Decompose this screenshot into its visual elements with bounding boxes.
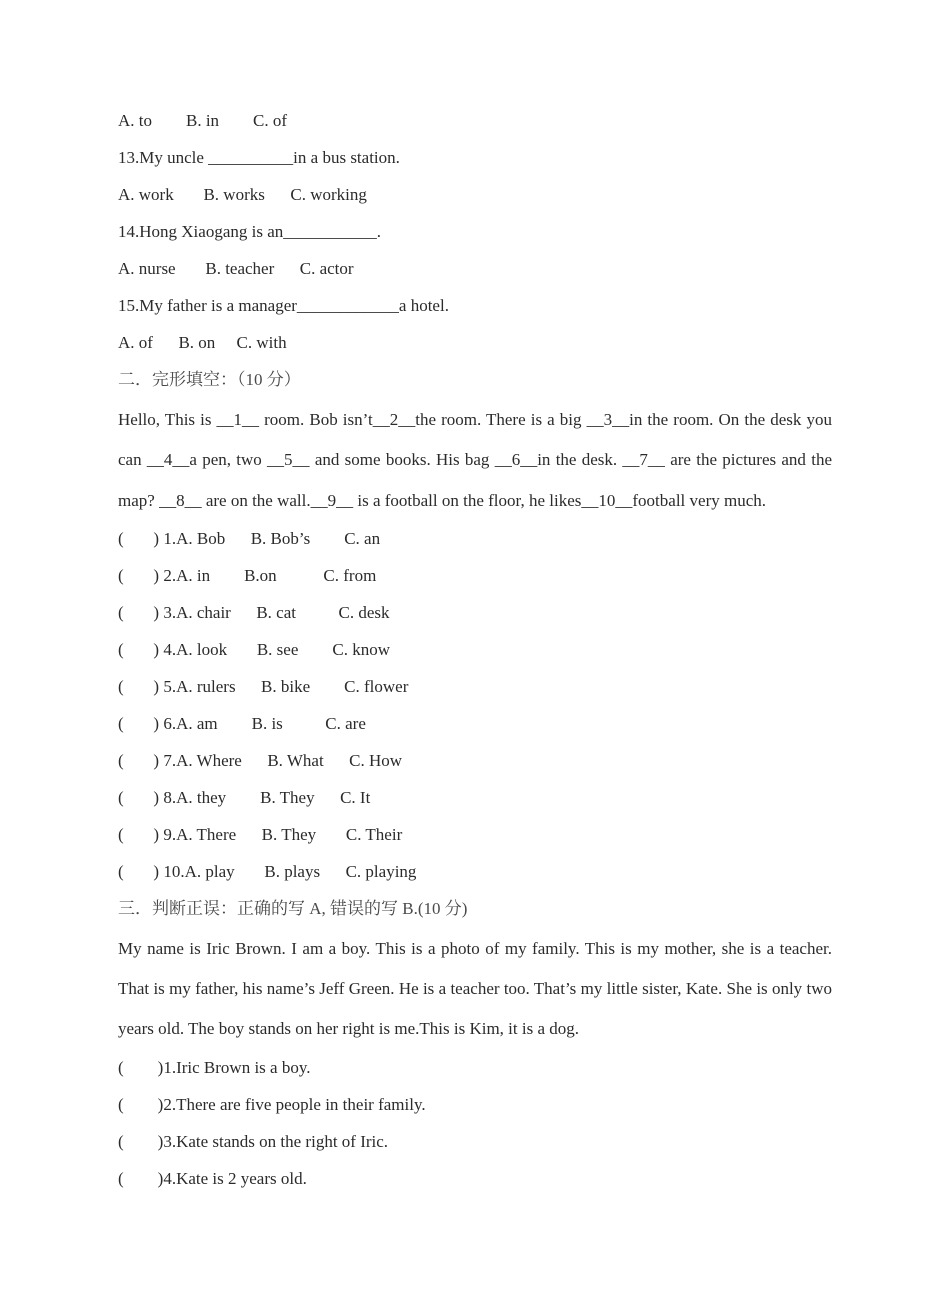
section-2-heading: 二．完形填空：（10 分） xyxy=(118,370,301,389)
true-false-question-3: ( )3.Kate stands on the right of Iric. xyxy=(118,1131,389,1151)
cloze-question-1: ( ) 1.A. Bob B. Bob’s C. an xyxy=(118,528,381,548)
cloze-question-6: ( ) 6.A. am B. is C. are xyxy=(118,713,366,733)
question-14: 14.Hong Xiaogang is an___________. xyxy=(118,222,382,241)
cloze-question-8: ( ) 8.A. they B. They C. It xyxy=(118,787,371,807)
question-12-options: A. to B. in C. of xyxy=(118,111,288,130)
section-3-heading: 三．判断正误：正确的写 A, 错误的写 B.(10 分) xyxy=(118,898,468,918)
reading-passage: My name is Iric Brown. I am a boy. This is a photo of my family. This is my mother, she is a teacher. That is my father, his name’s Jeff Green. He is a teacher too. That’s my little sister, Kate. She is only two years old. The boy stands on her right is me.This is Kim, it is a dog. xyxy=(118,938,832,1039)
true-false-question-1: ( )1.Iric Brown is a boy. xyxy=(118,1057,311,1077)
question-13: 13.My uncle __________in a bus station. xyxy=(118,148,400,167)
question-15: 15.My father is a manager____________a hotel. xyxy=(118,296,449,315)
cloze-question-7: ( ) 7.A. Where B. What C. How xyxy=(118,750,403,770)
question-14-options: A. nurse B. teacher C. actor xyxy=(118,259,354,278)
cloze-question-5: ( ) 5.A. rulers B. bike C. flower xyxy=(118,676,409,696)
cloze-question-3: ( ) 3.A. chair B. cat C. desk xyxy=(118,602,390,622)
true-false-question-2: ( )2.There are five people in their family. xyxy=(118,1094,426,1114)
true-false-question-4: ( )4.Kate is 2 years old. xyxy=(118,1168,307,1188)
cloze-question-4: ( ) 4.A. look B. see C. know xyxy=(118,639,390,659)
question-15-options: A. of B. on C. with xyxy=(118,333,287,352)
cloze-question-9: ( ) 9.A. There B. They C. Their xyxy=(118,824,403,844)
question-13-options: A. work B. works C. working xyxy=(118,185,367,204)
cloze-question-10: ( ) 10.A. play B. plays C. playing xyxy=(118,861,417,881)
worksheet-page xyxy=(118,103,832,1198)
cloze-question-2: ( ) 2.A. in B.on C. from xyxy=(118,565,377,585)
cloze-passage: Hello, This is __1__ room. Bob isn’t__2__the room. There is a big __3__in the room. On the desk you can __4__a pen, two __5__ and some books. His bag __6__in the desk. __7__ are the pictures and the map? __8__ are on the wall.__9__ is a football on the floor, he likes__10__football very much. xyxy=(118,410,832,510)
